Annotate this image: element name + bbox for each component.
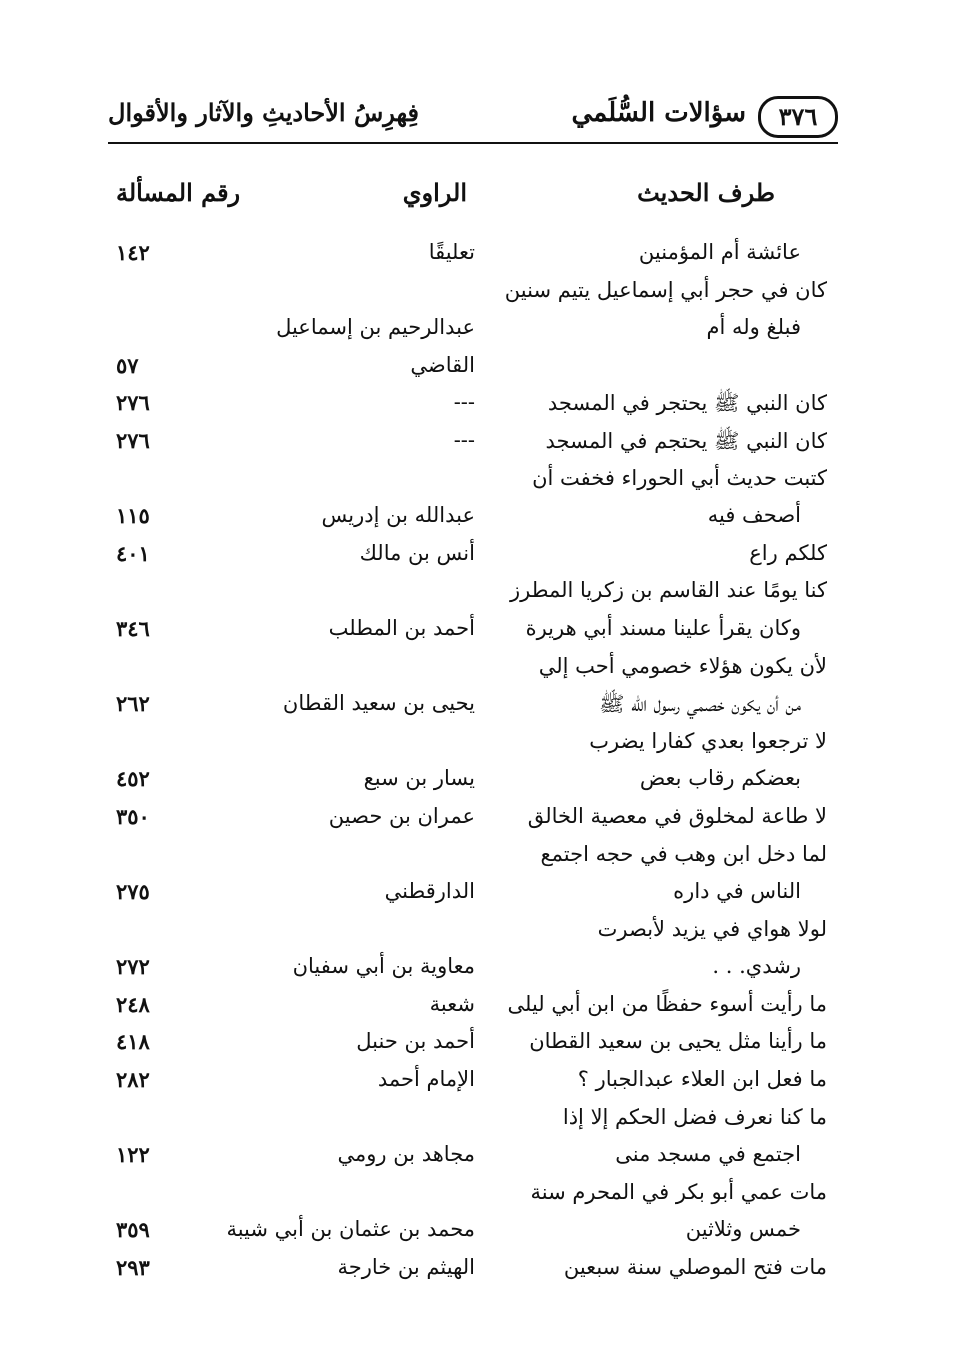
narrator-cell: شعبة [429, 991, 475, 1016]
hadith-cell: اجتمع في مسجد منى [615, 1142, 801, 1167]
question-number-cell: ٤١٨ [116, 1029, 150, 1055]
hadith-cell: مات عمي أبو بكر في المحرم سنة [530, 1179, 827, 1204]
table-row [0, 1251, 953, 1289]
question-number-cell: ١١٥ [116, 503, 150, 529]
table-row [0, 311, 953, 349]
narrator-cell: أحمد بن المطلب [328, 615, 475, 640]
hadith-cell: ما كنا نعرف فضل الحكم إلا إذا [562, 1104, 827, 1129]
column-header-number: رقم المسألة [116, 178, 241, 207]
table-row [0, 349, 953, 387]
question-number-cell: ٢٧٦ [116, 427, 150, 453]
table-row [0, 574, 953, 612]
question-number-cell: ٤٠١ [116, 540, 150, 566]
question-number-cell: ١٢٢ [116, 1142, 150, 1168]
table-row [0, 988, 953, 1026]
narrator-cell: محمد بن عثمان بن أبي شيبة [226, 1217, 475, 1242]
table-row [0, 1213, 953, 1251]
hadith-cell: كتبت حديث أبي الحوراء فخفت أن [532, 465, 827, 490]
hadith-cell: رشدي. . . [712, 954, 801, 979]
table-row [0, 913, 953, 951]
table-row [0, 236, 953, 274]
hadith-cell: كنا يومًا عند القاسم بن زكريا المطرز [510, 578, 827, 603]
column-headers [0, 178, 953, 218]
hadith-cell: كان في حجر أبي إسماعيل يتيم سنين [504, 277, 827, 302]
question-number-cell: ٢٧٦ [116, 390, 150, 416]
question-number-cell: ٢٧٢ [116, 954, 150, 980]
narrator-cell: يسار بن سبع [363, 766, 475, 791]
table-row [0, 1138, 953, 1176]
narrator-cell: عمران بن حصين [328, 803, 475, 828]
column-header-narrator: الراوي [402, 178, 467, 207]
question-number-cell: ٥٧ [116, 352, 139, 378]
table-row [0, 800, 953, 838]
hadith-cell: كلكم راع [749, 540, 827, 565]
question-number-cell: ٣٥٩ [116, 1217, 150, 1243]
page-number-badge: ٣٧٦ [758, 96, 838, 138]
hadith-cell: من أن يكون خصمي رسول الله ﷺ [599, 692, 801, 717]
question-number-cell: ٢٩٣ [116, 1255, 150, 1281]
hadith-cell: كان النبي ﷺ يحتجم في المسجد [545, 428, 827, 453]
hadith-cell: ما فعل ابن العلاء عبدالجبار ؟ [577, 1067, 827, 1092]
narrator-cell: الإمام أحمد [377, 1067, 475, 1092]
hadith-cell: ما رأيت أسوء حفظًا من ابن أبي ليلى [507, 991, 827, 1016]
narrator-cell: يحيى بن سعيد القطان [282, 691, 475, 716]
table-row [0, 650, 953, 688]
question-number-cell: ١٤٢ [116, 240, 150, 265]
table-row [0, 1025, 953, 1063]
table-row [0, 424, 953, 462]
page-header [108, 92, 838, 144]
hadith-cell: وكان يقرأ علينا مسند أبي هريرة [525, 615, 801, 640]
question-number-cell: ٢٧٥ [116, 879, 150, 905]
table-row [0, 274, 953, 312]
hadith-cell: كان النبي ﷺ يحتجر في المسجد [547, 391, 827, 416]
hadith-cell: عائشة أم المؤمنين [638, 240, 801, 264]
table-row [0, 762, 953, 800]
question-number-cell: ٤٥٢ [116, 766, 150, 792]
hadith-cell: لولا هواي في يزيد لأبصرت [597, 916, 827, 941]
section-title: فِهرِسُ الأحاديثِ والآثار والأقوال [108, 98, 420, 127]
table-row [0, 386, 953, 424]
table-row [0, 1101, 953, 1139]
hadith-cell: بعضكم رقاب بعض [639, 766, 801, 791]
narrator-cell: أحمد بن حنبل [356, 1029, 475, 1054]
table-row [0, 499, 953, 537]
narrator-cell: --- [453, 427, 475, 452]
hadith-cell: خمس وثلاثين [685, 1217, 801, 1242]
question-number-cell: ٣٤٦ [116, 615, 150, 641]
hadith-cell: لا طاعة لمخلوق في معصية الخالق [527, 803, 827, 828]
index-table [0, 236, 953, 1289]
narrator-cell: تعليقًا [428, 240, 475, 264]
narrator-cell: أنس بن مالك [359, 540, 475, 565]
narrator-cell: معاوية بن أبي سفيان [292, 954, 475, 979]
hadith-cell: ما رأينا مثل يحيى بن سعيد القطان [529, 1029, 827, 1054]
table-row [0, 687, 953, 725]
table-row [0, 838, 953, 876]
hadith-cell: مات فتح الموصلي سنة سبعين [563, 1255, 827, 1280]
table-row [0, 725, 953, 763]
hadith-cell: أصحف فيه [707, 503, 801, 528]
header-rule [108, 142, 838, 144]
table-row [0, 537, 953, 575]
book-title: سؤالات السُّلَمي [571, 98, 746, 128]
question-number-cell: ٣٥٠ [116, 803, 150, 829]
table-row [0, 1176, 953, 1214]
table-row [0, 950, 953, 988]
narrator-cell: عبدالله بن إدريس [321, 503, 475, 528]
narrator-cell: عبدالرحيم بن إسماعيل [276, 315, 475, 340]
table-row [0, 1063, 953, 1101]
question-number-cell: ٢٤٨ [116, 991, 150, 1017]
column-header-hadith: طرف الحديث [637, 178, 775, 207]
narrator-cell: مجاهد بن رومي [337, 1142, 475, 1167]
hadith-cell: لما دخل ابن وهب في حجه اجتمع [540, 841, 827, 866]
question-number-cell: ٢٦٢ [116, 691, 150, 717]
hadith-cell: لأن يكون هؤلاء خصومي أحب إلي [538, 653, 827, 678]
hadith-cell: الناس في داره [673, 879, 801, 904]
table-row [0, 875, 953, 913]
hadith-cell: لا ترجعوا بعدي كفارا يضرب [589, 728, 827, 753]
narrator-cell: --- [453, 390, 475, 415]
table-row [0, 612, 953, 650]
hadith-cell: فبلغ وله أم [706, 315, 801, 340]
table-row [0, 462, 953, 500]
narrator-cell: القاضي [410, 352, 475, 377]
question-number-cell: ٢٨٢ [116, 1067, 150, 1093]
narrator-cell: الهيثم بن خارجة [337, 1255, 475, 1280]
narrator-cell: الدارقطني [384, 879, 475, 904]
